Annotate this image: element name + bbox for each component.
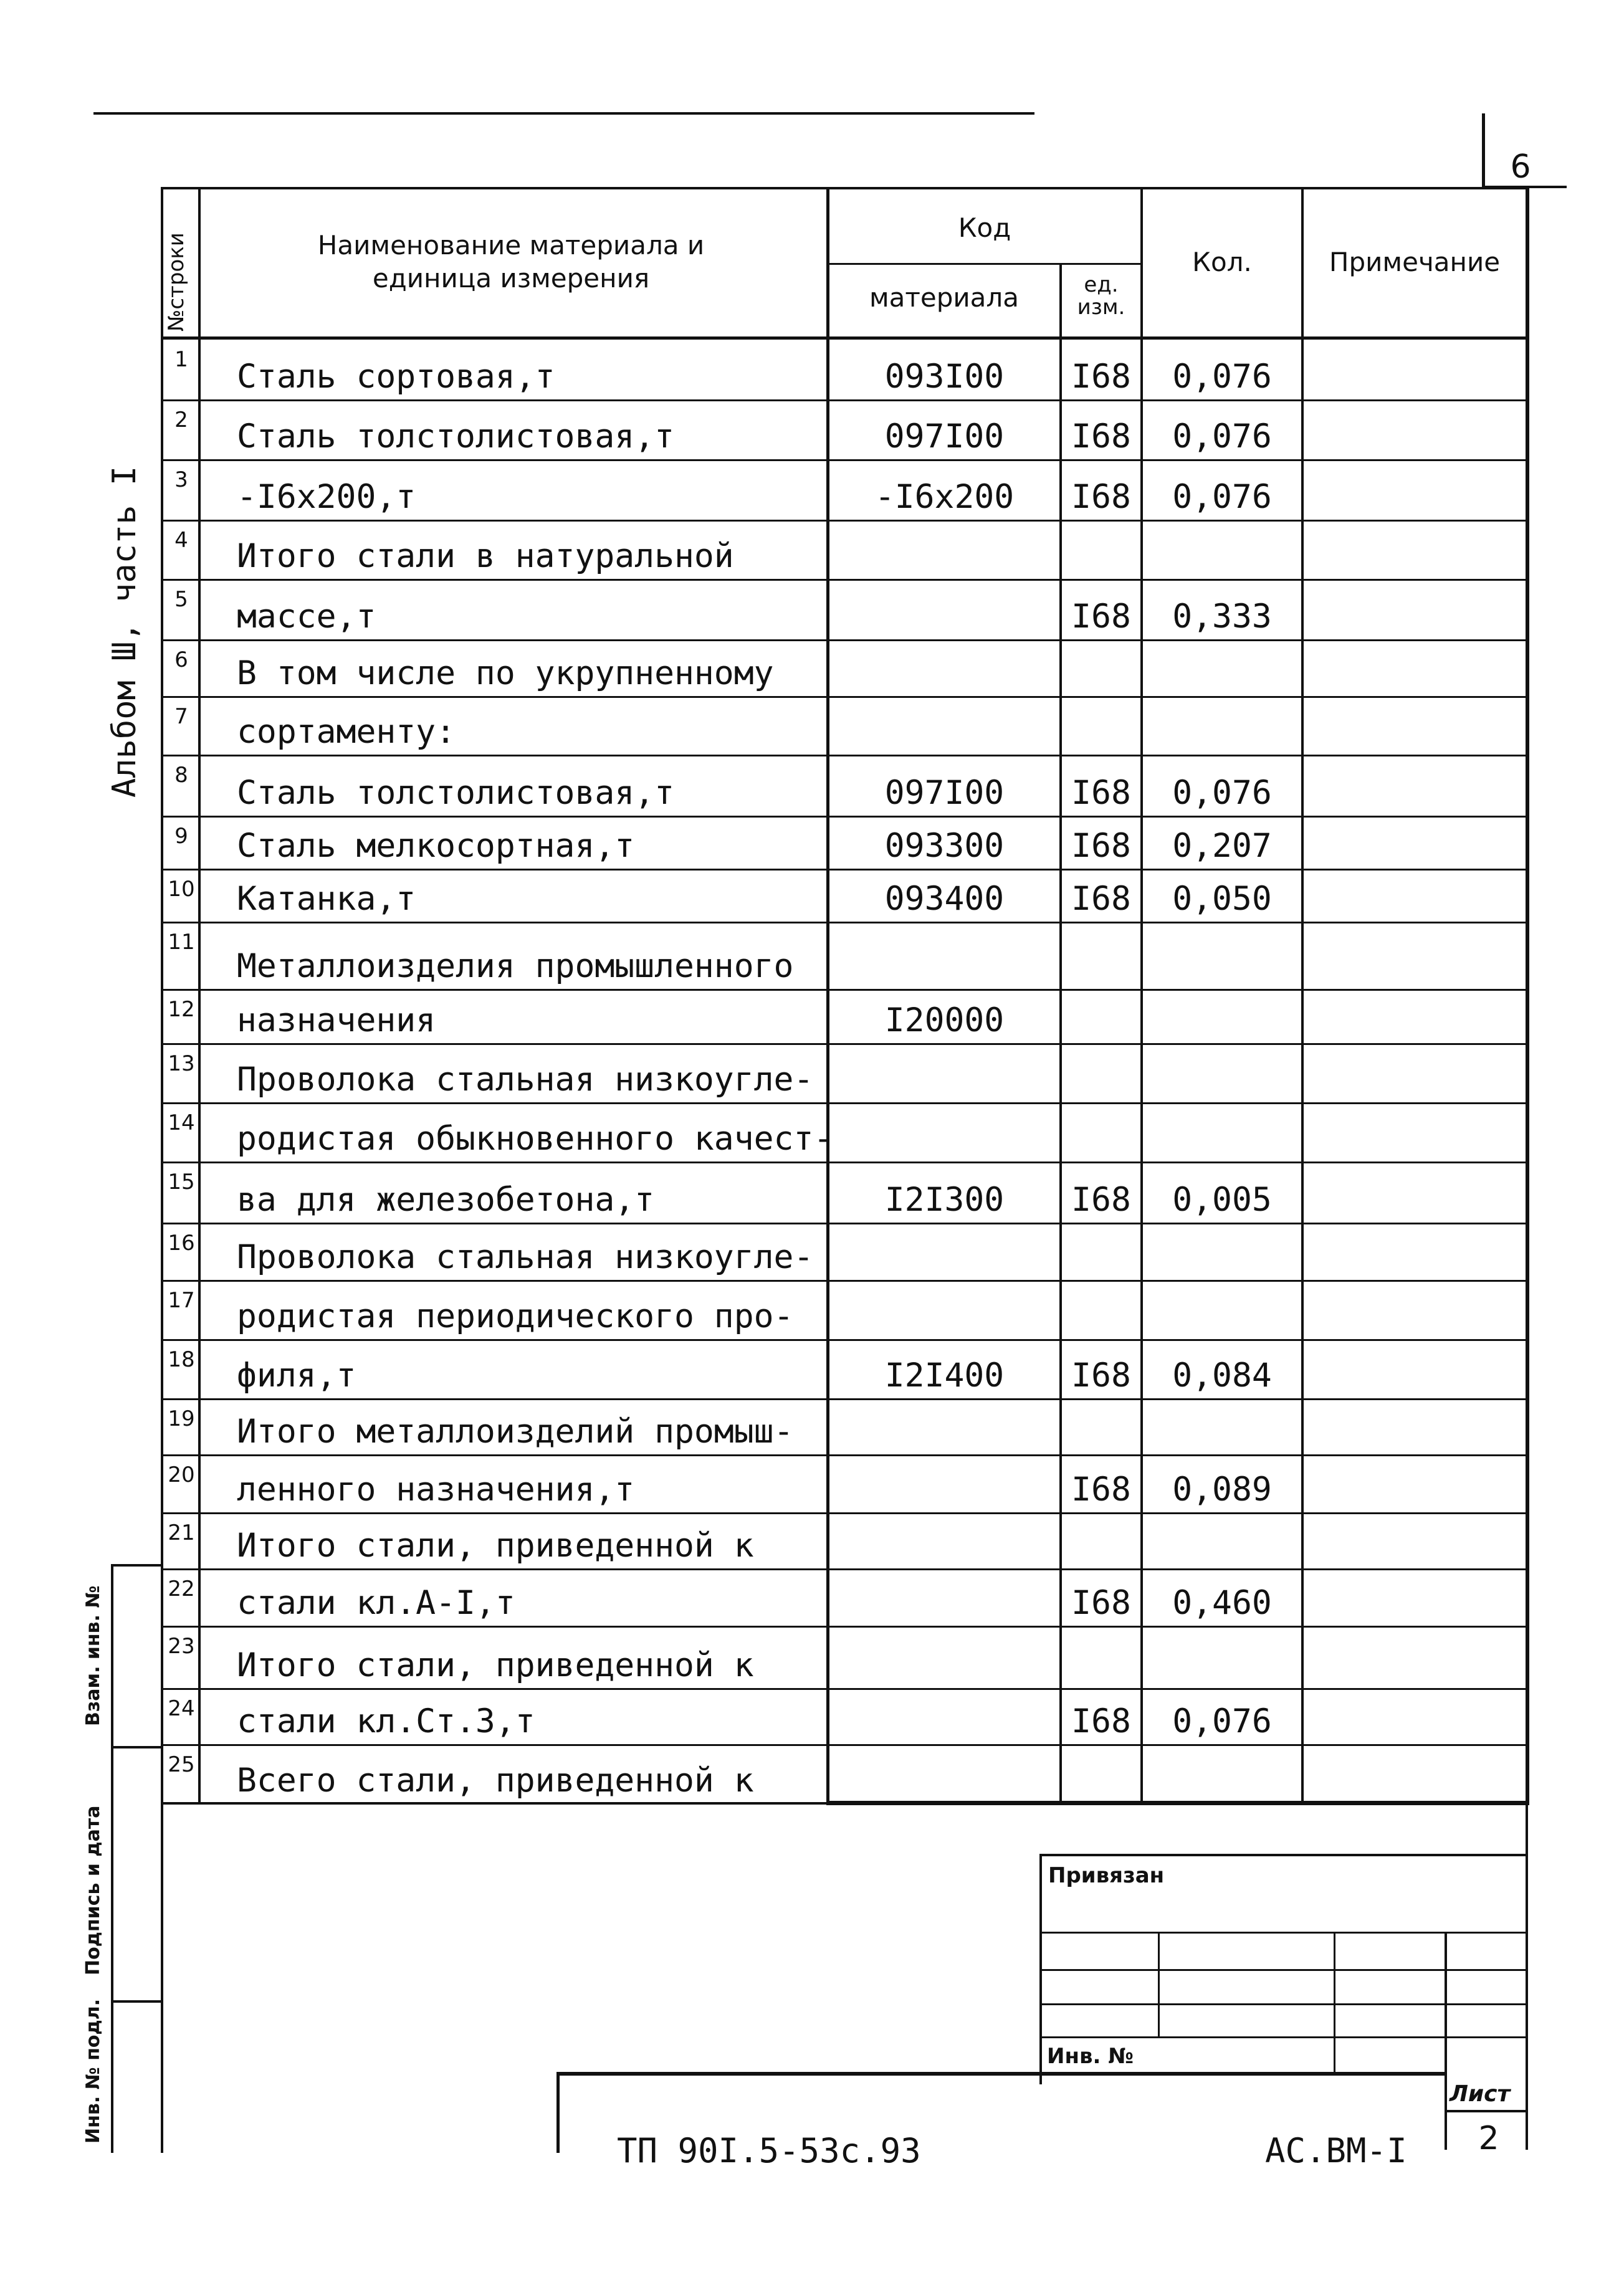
row-unit-code: I68: [1071, 1702, 1131, 1740]
row-material-name: Сталь толстолистовая,т: [237, 417, 674, 456]
row-divider: [161, 1339, 1529, 1341]
linked-grid-col-1: [1158, 1932, 1160, 2038]
row-number: 16: [168, 1231, 195, 1256]
col-line-1: [198, 187, 201, 1804]
row-material-name: Сталь мелкосортная,т: [237, 827, 635, 865]
row-material-code: 097I00: [884, 417, 1005, 456]
row-divider: [161, 869, 1529, 871]
row-material-name: массе,т: [237, 598, 376, 636]
row-material-name: Проволока стальная низкоугле-: [237, 1238, 814, 1276]
side-stamp-line-3: [111, 2000, 161, 2003]
row-unit-code: I68: [1071, 478, 1131, 516]
row-number: 5: [174, 587, 188, 612]
row-divider: [161, 459, 1529, 461]
row-divider: [161, 696, 1529, 698]
linked-grid-col-3: [1445, 1932, 1447, 2150]
row-material-name: Итого металлоизделий промыш-: [237, 1413, 794, 1451]
main-stamp-top-line: [556, 2072, 1446, 2076]
row-material-name: филя,т: [237, 1357, 356, 1395]
header-bottom-line: [161, 336, 1529, 340]
sheet-number: 2: [1478, 2120, 1499, 2157]
row-unit-code: I68: [1071, 827, 1131, 865]
row-number: 10: [168, 877, 195, 902]
row-unit-code: I68: [1071, 1181, 1131, 1219]
row-quantity: 0,076: [1172, 478, 1272, 516]
row-number: 25: [168, 1752, 195, 1777]
side-stamp-inv-no: Взам. инв. №: [82, 1585, 104, 1726]
row-material-name: Сталь сортовая,т: [237, 358, 555, 396]
col-line-5: [1301, 187, 1304, 1804]
linked-grid-col-2: [1334, 1932, 1335, 2075]
row-number: 9: [174, 824, 188, 849]
row-material-code: 097I00: [884, 774, 1005, 812]
album-label: Альбом Ш, часть I: [106, 465, 143, 798]
row-material-code: 093I00: [884, 358, 1005, 396]
row-unit-code: I68: [1071, 1584, 1131, 1622]
row-divider: [161, 1568, 1529, 1570]
row-number: 2: [174, 408, 188, 432]
row-divider: [161, 1280, 1529, 1282]
row-number: 23: [168, 1634, 195, 1659]
row-divider: [161, 755, 1529, 756]
row-unit-code: I68: [1071, 880, 1131, 918]
row-material-name: Всего стали, приведенной к: [237, 1762, 754, 1800]
row-material-name: Итого стали, приведенной к: [237, 1646, 754, 1684]
row-material-name: назначения: [237, 1001, 436, 1039]
row-divider: [161, 1398, 1529, 1400]
row-number: 18: [168, 1347, 195, 1372]
row-divider: [161, 1223, 1529, 1224]
row-divider: [161, 1043, 1529, 1045]
row-divider: [161, 1744, 1529, 1746]
row-quantity: 0,084: [1172, 1357, 1272, 1395]
row-material-code: 093400: [884, 880, 1005, 918]
row-divider: [161, 579, 1529, 581]
row-material-name: Итого стали в натуральной: [237, 537, 734, 575]
row-unit-code: I68: [1071, 417, 1131, 456]
row-divider: [161, 1626, 1529, 1628]
code-sub-line: [829, 263, 1142, 265]
row-material-name: В том числе по укрупненному: [237, 654, 774, 692]
row-divider: [161, 1512, 1529, 1514]
row-material-name: Сталь толстолистовая,т: [237, 774, 674, 812]
row-divider: [161, 1102, 1529, 1104]
row-number: 6: [174, 647, 188, 672]
top-border-line: [93, 112, 1034, 115]
row-number: 19: [168, 1406, 195, 1431]
row-quantity: 0,076: [1172, 358, 1272, 396]
row-unit-code: I68: [1071, 1471, 1131, 1509]
row-quantity: 0,050: [1172, 880, 1272, 918]
row-quantity: 0,076: [1172, 774, 1272, 812]
row-material-name: Металлоизделия промышленного: [237, 947, 794, 985]
row-material-name: стали кл.А-I,т: [237, 1584, 515, 1622]
row-material-name: Катанка,т: [237, 880, 416, 918]
linked-label: Привязан: [1048, 1863, 1165, 1888]
row-divider: [161, 1454, 1529, 1456]
col-line-6: [1526, 187, 1529, 1804]
row-divider: [161, 520, 1529, 522]
side-stamp-line-1: [111, 1564, 161, 1567]
row-unit-code: I68: [1071, 774, 1131, 812]
header-name: Наименование материала и единица измерения: [317, 230, 705, 293]
sheet-label: Лист: [1450, 2081, 1511, 2107]
row-material-name: Итого стали, приведенной к: [237, 1527, 754, 1565]
header-row-no: №строки: [164, 232, 189, 332]
row-number: 4: [174, 528, 188, 553]
row-quantity: 0,089: [1172, 1471, 1272, 1509]
linked-grid-line-4: [1039, 2036, 1528, 2038]
row-number: 7: [174, 704, 188, 729]
row-quantity: 0,333: [1172, 598, 1272, 636]
row-material-name: стали кл.Ст.3,т: [237, 1702, 535, 1740]
row-number: 12: [168, 997, 195, 1022]
linked-top-line: [1039, 1854, 1528, 1856]
side-stamp-inv-orig: Инв. № подл.: [82, 1998, 104, 2144]
side-stamp-sign-date: Подпись и дата: [82, 1805, 104, 1975]
row-material-code: I20000: [884, 1001, 1005, 1039]
row-material-name: ва для железобетона,т: [237, 1181, 655, 1219]
linked-grid-line-1: [1039, 1932, 1528, 1934]
table-bottom-line-right: [826, 1801, 1529, 1805]
sheet-label-line: [1445, 2110, 1528, 2112]
header-code-unit: ед. изм.: [1077, 272, 1125, 320]
row-number: 17: [168, 1288, 195, 1313]
frame-left-line: [161, 1804, 163, 2153]
row-quantity: 0,076: [1172, 1702, 1272, 1740]
row-material-code: I2I300: [884, 1181, 1005, 1219]
row-number: 21: [168, 1520, 195, 1545]
col-line-0: [161, 187, 163, 1804]
row-number: 3: [174, 467, 188, 492]
linked-grid-line-3: [1039, 2003, 1528, 2005]
row-unit-code: I68: [1071, 1357, 1131, 1395]
row-number: 22: [168, 1577, 195, 1601]
row-number: 1: [174, 347, 188, 372]
document-code: ТП 90I.5-53с.93: [617, 2131, 921, 2170]
side-stamp-line-2: [111, 1746, 161, 1748]
row-quantity: 0,460: [1172, 1584, 1272, 1622]
header-note: Примечание: [1329, 247, 1501, 277]
row-material-code: 093300: [884, 827, 1005, 865]
row-quantity: 0,076: [1172, 417, 1272, 456]
row-unit-code: I68: [1071, 598, 1131, 636]
header-code-group: Код: [958, 212, 1011, 243]
row-quantity: 0,005: [1172, 1181, 1272, 1219]
set-code: АС.ВМ-I: [1265, 2131, 1407, 2170]
row-material-name: ленного назначения,т: [237, 1471, 635, 1509]
row-material-name: -I6х200,т: [237, 478, 416, 516]
row-material-name: сортаменту:: [237, 713, 456, 751]
page-number-divider: [1482, 113, 1485, 188]
row-quantity: 0,207: [1172, 827, 1272, 865]
row-number: 8: [174, 763, 188, 788]
row-divider: [161, 1688, 1529, 1690]
row-divider: [161, 989, 1529, 991]
row-material-name: Проволока стальная низкоугле-: [237, 1061, 814, 1099]
row-divider: [161, 816, 1529, 818]
side-stamp-left-line: [111, 1564, 113, 2153]
table-bottom-line-left: [161, 1802, 829, 1805]
row-material-code: -I6х200: [874, 478, 1015, 516]
row-number: 11: [168, 930, 195, 955]
header-qty: Кол.: [1192, 247, 1252, 277]
row-divider: [161, 922, 1529, 923]
row-divider: [161, 639, 1529, 641]
row-material-name: родистая обыкновенного качест-: [237, 1120, 834, 1158]
main-stamp-left-line: [556, 2072, 560, 2153]
linked-grid-line-2: [1039, 1969, 1528, 1971]
row-number: 15: [168, 1170, 195, 1195]
row-number: 14: [168, 1110, 195, 1135]
row-divider: [161, 399, 1529, 401]
row-material-name: родистая периодического про-: [237, 1297, 794, 1335]
row-number: 24: [168, 1696, 195, 1721]
row-unit-code: I68: [1071, 358, 1131, 396]
row-material-code: I2I400: [884, 1357, 1005, 1395]
header-code-material: материала: [869, 282, 1019, 313]
table-top-line: [161, 187, 1529, 189]
row-divider: [161, 1162, 1529, 1163]
row-number: 20: [168, 1462, 195, 1487]
page-number: 6: [1510, 148, 1531, 186]
row-number: 13: [168, 1051, 195, 1076]
title-inv-no-label: Инв. №: [1047, 2044, 1134, 2069]
